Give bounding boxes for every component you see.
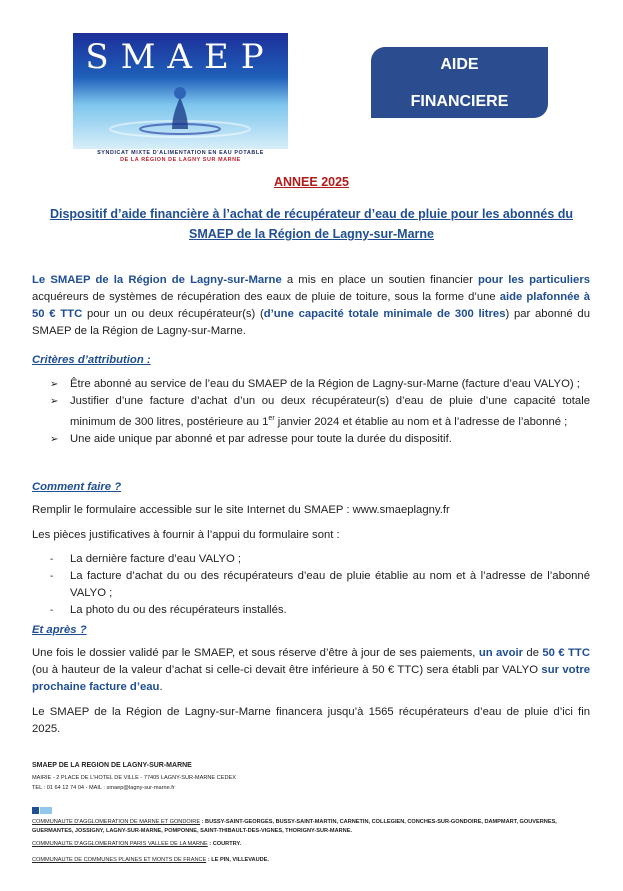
apres-heading: Et après ? bbox=[32, 624, 87, 636]
comment-p1: Remplir le formulaire accessible sur le site Internet du SMAEP : www.smaeplagny.fr bbox=[32, 504, 450, 516]
dash-bullet-icon: - bbox=[50, 554, 54, 565]
footer-ca3-label: COMMUNAUTE DE COMMUNES PLAINES ET MONTS DE FRANCE bbox=[32, 857, 207, 863]
criteres-item1-text: Être abonné au service de l’eau du SMAEP de la Région de Lagny-sur-Marne (facture d’eau VALYO) ; bbox=[70, 378, 580, 390]
pieces-item2-text: La facture d’achat du ou des récupérateurs d’eau de pluie établie au nom et à l’adresse de l’abonné VALYO ; bbox=[70, 570, 590, 599]
year-heading: ANNEE 2025 bbox=[273, 175, 350, 189]
intro-paragraph bbox=[32, 272, 590, 340]
footer-square-light bbox=[40, 807, 52, 814]
water-drop-icon bbox=[73, 33, 288, 149]
logo-sub-line2: DE LA RÉGION DE LAGNY SUR MARNE bbox=[120, 157, 241, 163]
footer-ca2-text: : COURTRY. bbox=[207, 841, 242, 847]
intro-s5: aide plafonnée à 50 € TTC bbox=[32, 291, 590, 320]
dash-bullet-icon: - bbox=[50, 605, 54, 616]
pieces-item bbox=[50, 568, 590, 602]
footer-ca3 bbox=[32, 856, 582, 865]
footer-ca2 bbox=[32, 840, 582, 849]
apres-p2: Le SMAEP de la Région de Lagny-sur-Marne financera jusqu’à 1565 récupérateurs d’eau de pluie d’ici fin 2025. bbox=[32, 706, 590, 735]
comment-p2: Les pièces justificatives à fournir à l’appui du formulaire sont : bbox=[32, 529, 340, 541]
footer-square-dark bbox=[32, 807, 39, 814]
arrow-bullet-icon: ➢ bbox=[50, 396, 59, 407]
criteres-item2-sup: er bbox=[268, 415, 275, 422]
criteres-item bbox=[50, 393, 590, 431]
intro-s8: ) par abonné du SMAEP de la Région de Lagny-sur-Marne. bbox=[32, 308, 590, 337]
dash-bullet-icon: - bbox=[50, 571, 54, 582]
logo-sub-line1: SYNDICAT MIXTE D'ALIMENTATION EN EAU POTABLE bbox=[97, 150, 264, 156]
intro-s6: pour un ou deux récupérateur(s) ( bbox=[82, 308, 264, 320]
apres-p1a: Une fois le dossier validé par le SMAEP, et sous réserve d’être à jour de ses paiements, bbox=[32, 647, 479, 659]
criteres-item2b-text: janvier 2024 et établie au nom et à l’adresse de l’abonné ; bbox=[274, 415, 568, 428]
aide-financiere-badge bbox=[371, 47, 548, 118]
arrow-bullet-icon: ➢ bbox=[50, 433, 59, 445]
intro-s2: a mis en place un soutien financier bbox=[281, 274, 478, 286]
comment-heading: Comment faire ? bbox=[32, 481, 122, 493]
footer-ca1-label: COMMUNAUTE D'AGGLOMERATION DE MARNE ET GONDOIRE bbox=[32, 819, 201, 825]
arrow-bullet-icon: ➢ bbox=[50, 379, 59, 390]
intro-s4: acquéreurs de systèmes de récupération des eaux de pluie de toiture, sous la forme d’une bbox=[32, 291, 500, 303]
footer-ca1-text: : BUSSY-SAINT-GEORGES, BUSSY-SAINT-MARTIN, CARNETIN, COLLEGIEN, CONCHES-SUR-GONDOIRE, DAMPMART, GOUVERNES, GUERMANTES, JOSSIGNY, LAGNY-SUR-MARNE, POMPONNE, SAINT-THIBAULT-DES-VIGNES, THORIGNY-SUR-MARNE. bbox=[32, 819, 557, 834]
smaep-logo bbox=[73, 33, 288, 149]
pieces-list bbox=[50, 551, 590, 619]
aide-line2: FINANCIERE bbox=[410, 93, 509, 110]
criteres-heading: Critères d’attribution : bbox=[32, 354, 151, 366]
aide-line1: AIDE bbox=[440, 56, 479, 73]
apres-p1 bbox=[32, 645, 590, 696]
criteres-item2a-text: Justifier d’une facture d’achat d’un ou deux récupérateur(s) d’eau de pluie d’une capacité totale minimum de 300 litres, postérieure au 1 bbox=[70, 395, 590, 428]
footer-contact: TEL : 01 64 12 74 04 - MAIL : smaep@lagny-sur-marne.fr bbox=[32, 785, 175, 791]
footer-org-name: SMAEP DE LA REGION DE LAGNY-SUR-MARNE bbox=[32, 762, 192, 769]
criteres-list bbox=[50, 376, 590, 448]
apres-p1b: un avoir bbox=[478, 647, 524, 659]
apres-p1c: de bbox=[523, 647, 543, 659]
apres-p1e: (ou à hauteur de la valeur d’achat si celle-ci devait être inférieure à 50 € TTC) sera établi par VALYO bbox=[32, 664, 542, 676]
intro-s1: Le SMAEP de la Région de Lagny-sur-Marne bbox=[32, 274, 282, 286]
pieces-item1-text: La dernière facture d’eau VALYO ; bbox=[70, 553, 242, 565]
document-title: Dispositif d’aide financière à l’achat de récupérateur d’eau de pluie pour les abonnés du SMAEP de la Région de Lagny-sur-Marne bbox=[49, 207, 574, 241]
criteres-item bbox=[50, 431, 590, 448]
apres-p1g: . bbox=[159, 681, 163, 693]
logo-subtitle bbox=[73, 150, 288, 164]
apres-p1d: 50 € TTC bbox=[542, 647, 590, 659]
intro-s7: d’une capacité totale minimale de 300 litres bbox=[263, 308, 506, 320]
footer-ca3-text: : LE PIN, VILLEVAUDE. bbox=[206, 857, 269, 863]
pieces-item bbox=[50, 551, 590, 568]
intro-s3: pour les particuliers bbox=[478, 274, 590, 286]
apres-p1f: sur votre prochaine facture d’eau bbox=[32, 664, 591, 693]
criteres-item bbox=[50, 376, 590, 393]
pieces-item bbox=[50, 602, 590, 619]
footer-address: MAIRIE - 2 PLACE DE L'HOTEL DE VILLE - 77405 LAGNY-SUR-MARNE CEDEX bbox=[32, 775, 236, 781]
criteres-item3-text: Une aide unique par abonné et par adresse pour toute la durée du dispositif. bbox=[70, 432, 452, 445]
logo-text: SMAEP bbox=[85, 37, 276, 77]
footer-ca1 bbox=[32, 818, 582, 836]
pieces-item3-text: La photo du ou des récupérateurs installés. bbox=[70, 604, 287, 616]
footer-ca2-label: COMMUNAUTE D'AGGLOMERATION PARIS VALLEE DE LA MARNE bbox=[32, 841, 208, 847]
